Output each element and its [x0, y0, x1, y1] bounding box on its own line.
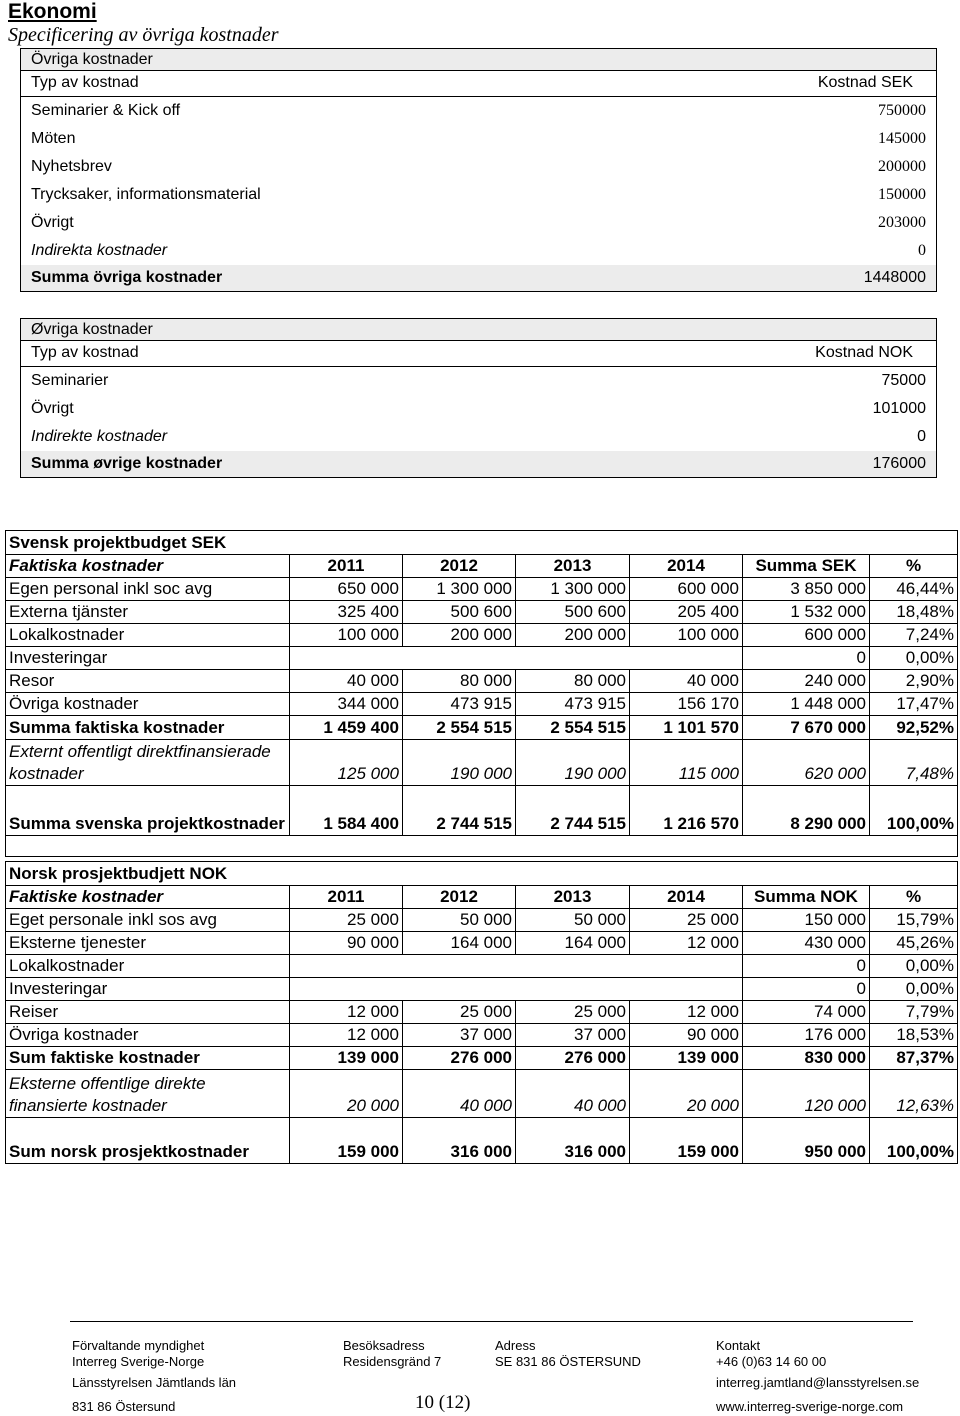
- table-row: Övriga kostnader 12 000 37 000 37 000 90 000 176 000 18,53%: [6, 1024, 958, 1047]
- divider: [21, 366, 936, 367]
- norwegian-budget-title: Norsk prosjektbudjett NOK: [6, 862, 958, 886]
- footer-divider: [70, 1321, 913, 1322]
- footer-email-link[interactable]: interreg.jamtland@lansstyrelsen.se: [716, 1375, 920, 1390]
- total-row: Sum norsk prosjektkostnader 159 000 316 000 316 000 159 000 950 000 100,00%: [6, 1118, 958, 1164]
- table-row: Eget personale inkl sos avg 25 000 50 000 50 000 25 000 150 000 15,79%: [6, 909, 958, 932]
- document-title: Ekonomi: [8, 0, 97, 23]
- footer-postal-address: SE 831 86 ÖSTERSUND: [495, 1354, 641, 1369]
- footer-authority-county: Länsstyrelsen Jämtlands län: [72, 1375, 237, 1390]
- table-header-row: Faktiska kostnader 2011 2012 2013 2014 Summa SEK %: [6, 555, 958, 578]
- table-row: Investeringar 0 0,00%: [6, 978, 958, 1001]
- table-row: Lokalkostnader 0 0,00%: [6, 955, 958, 978]
- table-row: Möten 145000: [31, 130, 926, 147]
- table-row: Övrigt 203000: [31, 214, 926, 231]
- table-row: Seminarier 75000: [31, 372, 926, 389]
- table-header-row: Faktiske kostnader 2011 2012 2013 2014 Summa NOK %: [6, 886, 958, 909]
- table-title-row: [6, 531, 958, 555]
- table-row: Nyhetsbrev 200000: [31, 158, 926, 175]
- total-row: Summa övriga kostnader 1448000: [21, 265, 936, 291]
- total-row: Summa øvrige kostnader 176000: [21, 451, 936, 477]
- table-row: Resor 40 000 80 000 80 000 40 000 240 000 2,90%: [6, 670, 958, 693]
- spacer-row: [6, 836, 958, 857]
- table-row: Indirekta kostnader 0: [31, 242, 926, 259]
- footer-authority-heading: Förvaltande myndighet: [72, 1338, 205, 1353]
- footer-visit-heading: Besöksadress: [343, 1338, 425, 1353]
- table-row: Seminarier & Kick off 750000: [31, 102, 926, 119]
- nok-other-costs-heading: Øvriga kostnader: [21, 319, 936, 341]
- table-row: Indirekte kostnader 0: [31, 428, 926, 445]
- footer-contact-heading: Kontakt: [716, 1338, 761, 1353]
- sum-row: Sum faktiske kostnader 139 000 276 000 276 000 139 000 830 000 87,37%: [6, 1047, 958, 1070]
- swedish-budget-title: Svensk projektbudget SEK: [6, 531, 958, 555]
- external-financing-row: Externt offentligt direktfinansierade kostnader 125 000 190 000 190 000 115 000 620 000 7,48%: [6, 740, 958, 786]
- sek-other-costs-table: [20, 48, 937, 292]
- table-row: Eksterne tjenester 90 000 164 000 164 000 12 000 430 000 45,26%: [6, 932, 958, 955]
- table-row: Övriga kostnader 344 000 473 915 473 915 156 170 1 448 000 17,47%: [6, 693, 958, 716]
- footer-address-heading: Adress: [495, 1338, 536, 1353]
- table-row: Egen personal inkl soc avg 650 000 1 300 000 1 300 000 600 000 3 850 000 46,44%: [6, 578, 958, 601]
- external-financing-row: Eksterne offentlige direkte finansierte kostnader 20 000 40 000 40 000 20 000 120 000 12,63%: [6, 1070, 958, 1118]
- table-row: Investeringar 0 0,00%: [6, 647, 958, 670]
- divider: [21, 96, 936, 97]
- sek-other-costs-heading: Övriga kostnader: [21, 49, 936, 71]
- nok-other-costs-table: [20, 318, 937, 478]
- table-row: Reiser 12 000 25 000 25 000 12 000 74 000 7,79%: [6, 1001, 958, 1024]
- footer-visit-address: Residensgränd 7: [343, 1354, 442, 1369]
- footer-authority-name: Interreg Sverige-Norge: [72, 1354, 205, 1369]
- table-row: Övrigt 101000: [31, 400, 926, 417]
- table-row: Externa tjänster 325 400 500 600 500 600 205 400 1 532 000 18,48%: [6, 601, 958, 624]
- table-row: Trycksaker, informationsmaterial 150000: [31, 186, 926, 203]
- norwegian-budget-table: [5, 861, 958, 1164]
- footer-website-link[interactable]: www.interreg-sverige-norge.com: [716, 1399, 904, 1414]
- footer-phone: +46 (0)63 14 60 00: [716, 1354, 827, 1369]
- sum-row: Summa faktiska kostnader 1 459 400 2 554 515 2 554 515 1 101 570 7 670 000 92,52%: [6, 716, 958, 740]
- table-row: Lokalkostnader 100 000 200 000 200 000 100 000 600 000 7,24%: [6, 624, 958, 647]
- swedish-budget-table: [5, 530, 958, 857]
- document-subtitle: Specificering av övriga kostnader: [8, 24, 279, 46]
- table-title-row: [6, 862, 958, 886]
- nok-column-header-row: Typ av kostnad Kostnad NOK: [31, 344, 913, 361]
- total-row: Summa svenska projektkostnader 1 584 400 2 744 515 2 744 515 1 216 570 8 290 000 100,00%: [6, 786, 958, 836]
- footer-authority-postal: 831 86 Östersund: [72, 1399, 176, 1414]
- page-number: 10 (12): [415, 1392, 471, 1413]
- sek-column-header-row: Typ av kostnad Kostnad SEK: [31, 74, 913, 91]
